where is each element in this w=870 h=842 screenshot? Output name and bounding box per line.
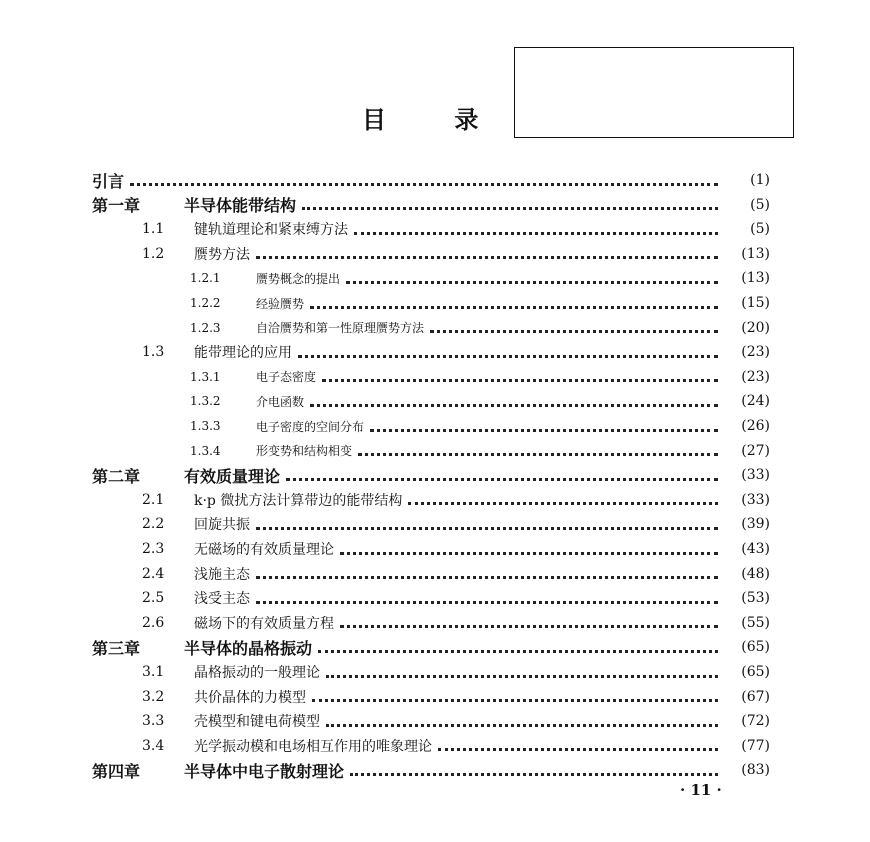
toc-entry <box>142 660 770 684</box>
toc-entry-page: (53) <box>741 590 770 607</box>
toc-entry-number: 第二章 <box>92 466 141 486</box>
toc-entry-number: 第四章 <box>92 761 141 781</box>
toc-entry-label: 自洽赝势和第一性原理赝势方法 <box>256 321 425 336</box>
leader-dots <box>256 242 718 259</box>
toc-entry-number: 1.2.2 <box>190 296 221 310</box>
toc-entry-number: 1.2 <box>142 245 165 262</box>
toc-entry-page: (67) <box>741 688 770 705</box>
toc-entry <box>92 193 770 217</box>
toc-entry-label: 共价晶体的力模型 <box>194 689 306 706</box>
page-number: · 11 · <box>680 781 722 799</box>
toc-entry <box>142 611 770 635</box>
toc-entry <box>190 389 770 413</box>
toc-entry <box>190 414 770 438</box>
leader-dots <box>346 267 718 284</box>
toc-entry-label: 回旋共振 <box>194 517 250 534</box>
toc-entry-page: (5) <box>750 221 770 238</box>
leader-dots <box>326 661 718 678</box>
stamp-box <box>514 47 794 138</box>
toc-entry-label: 晶格振动的一般理论 <box>194 665 320 681</box>
toc-entry-page: (20) <box>741 319 770 336</box>
toc-entry-label: 有效质量理论 <box>184 466 281 486</box>
toc-entry <box>92 168 770 192</box>
toc-entry <box>142 488 770 512</box>
toc-entry <box>142 340 770 364</box>
toc-entry-number: 3.4 <box>142 737 165 754</box>
toc-entry-page: (55) <box>741 614 770 631</box>
toc-entry <box>142 537 770 561</box>
leader-dots <box>256 562 718 579</box>
toc-entry-number: 3.3 <box>142 713 165 730</box>
title-char-2: 录 <box>454 106 479 134</box>
toc-entry-page: (1) <box>750 172 770 188</box>
toc-entry-page: (13) <box>741 270 770 287</box>
page-title <box>362 100 478 135</box>
toc-entry <box>190 365 770 389</box>
toc-entry-label: 能带理论的应用 <box>194 345 292 362</box>
leader-dots <box>350 759 718 776</box>
toc-entry <box>142 734 770 758</box>
leader-dots <box>370 415 718 432</box>
toc-entry-number: 1.3.2 <box>190 394 221 409</box>
leader-dots <box>298 341 718 358</box>
leader-dots <box>318 636 718 653</box>
toc-entry <box>190 316 770 340</box>
toc-entry-number: 1.2.1 <box>190 271 221 286</box>
toc-entry-page: (5) <box>750 196 770 213</box>
toc-entry-number: 1.3 <box>142 344 165 361</box>
toc-entry <box>190 439 770 463</box>
toc-entry-label: 无磁场的有效质量理论 <box>194 542 334 558</box>
toc-entry-label: k·p 微扰方法计算带边的能带结构 <box>194 492 403 509</box>
leader-dots <box>310 292 718 309</box>
toc-entry-label: 浅受主态 <box>194 591 250 608</box>
toc-entry-page: (26) <box>741 418 770 434</box>
leader-dots <box>310 390 718 407</box>
toc-entry-label: 电子态密度 <box>256 370 317 385</box>
leader-dots <box>340 538 718 555</box>
leader-dots <box>286 464 718 481</box>
toc-entry <box>142 685 770 709</box>
toc-entry-page: (33) <box>741 467 770 484</box>
toc-entry-page: (65) <box>741 639 770 656</box>
leader-dots <box>130 169 718 186</box>
leader-dots <box>322 365 718 382</box>
toc-entry-number: 1.3.3 <box>190 419 221 433</box>
toc-entry <box>190 266 770 290</box>
toc-entry <box>190 291 770 315</box>
toc-entry-label: 赝势方法 <box>194 246 250 263</box>
toc-entry-page: (13) <box>741 245 770 262</box>
leader-dots <box>438 734 718 751</box>
toc-entry-label: 磁场下的有效质量方程 <box>194 615 334 632</box>
leader-dots <box>326 710 718 727</box>
toc-entry <box>142 512 770 536</box>
leader-dots <box>312 685 718 702</box>
toc-entry-page: (15) <box>741 295 770 311</box>
toc-entry-number: 1.1 <box>142 221 165 238</box>
toc-entry <box>92 635 770 659</box>
leader-dots <box>302 193 718 210</box>
toc-entry <box>142 562 770 586</box>
title-char-1: 目 <box>362 106 386 134</box>
toc-entry-page: (83) <box>741 762 770 779</box>
toc-entry-page: (72) <box>741 713 770 730</box>
toc-entry-label: 形变势和结构相变 <box>256 444 353 459</box>
leader-dots <box>256 587 718 604</box>
toc-entry-label: 壳模型和键电荷模型 <box>194 714 320 731</box>
toc-entry-number: 2.5 <box>142 590 165 607</box>
toc-entry-label: 光学振动模和电场相互作用的唯象理论 <box>194 738 432 755</box>
leader-dots <box>358 439 718 456</box>
toc-entry-page: (65) <box>741 664 770 680</box>
toc-entry-label: 引言 <box>92 171 125 191</box>
toc-entry-label: 键轨道理论和紧束缚方法 <box>194 222 348 239</box>
toc-entry-label: 电子密度的空间分布 <box>256 419 365 434</box>
toc-entry-number: 2.3 <box>142 541 165 557</box>
leader-dots <box>430 316 718 333</box>
toc-entry-label: 介电函数 <box>256 394 305 409</box>
toc-entry-number: 2.4 <box>142 565 165 582</box>
toc-entry-page: (77) <box>741 737 770 754</box>
toc-entry-number: 第一章 <box>92 196 141 216</box>
toc-entry-number: 1.2.3 <box>190 320 221 335</box>
toc-entry-page: (33) <box>741 491 770 508</box>
toc-entry-number: 3.1 <box>142 664 165 680</box>
toc-entry-label: 半导体中电子散射理论 <box>184 761 345 781</box>
toc-entry-page: (24) <box>741 393 770 410</box>
toc-entry-page: (23) <box>741 344 770 361</box>
toc-entry-number: 2.2 <box>142 516 165 533</box>
toc-entry <box>142 242 770 266</box>
toc-entry <box>92 463 770 487</box>
toc-entry-page: (43) <box>741 541 770 557</box>
toc-entry-number: 2.1 <box>142 491 165 508</box>
toc-entry-number: 1.3.1 <box>190 369 221 384</box>
toc-entry-label: 浅施主态 <box>194 566 250 583</box>
toc-entry <box>92 758 770 782</box>
toc-entry-page: (39) <box>741 516 770 533</box>
toc-entry <box>142 217 770 241</box>
toc-entry <box>142 586 770 610</box>
toc-entry-page: (27) <box>741 442 770 459</box>
toc-entry-label: 半导体的晶格振动 <box>184 638 313 658</box>
leader-dots <box>340 611 718 628</box>
toc-entry-label: 赝势概念的提出 <box>256 271 341 286</box>
toc-entry-number: 2.6 <box>142 614 165 631</box>
toc-entry-number: 1.3.4 <box>190 443 221 458</box>
leader-dots <box>408 488 718 505</box>
toc-entry <box>142 709 770 733</box>
toc-entry-number: 第三章 <box>92 638 141 658</box>
leader-dots <box>354 218 718 235</box>
toc-entry-number: 3.2 <box>142 688 165 705</box>
toc-entry-label: 经验赝势 <box>256 296 305 311</box>
toc-entry-page: (23) <box>741 368 770 385</box>
leader-dots <box>256 513 718 530</box>
toc-entry-label: 半导体能带结构 <box>184 196 297 216</box>
toc-entry-page: (48) <box>741 565 770 582</box>
